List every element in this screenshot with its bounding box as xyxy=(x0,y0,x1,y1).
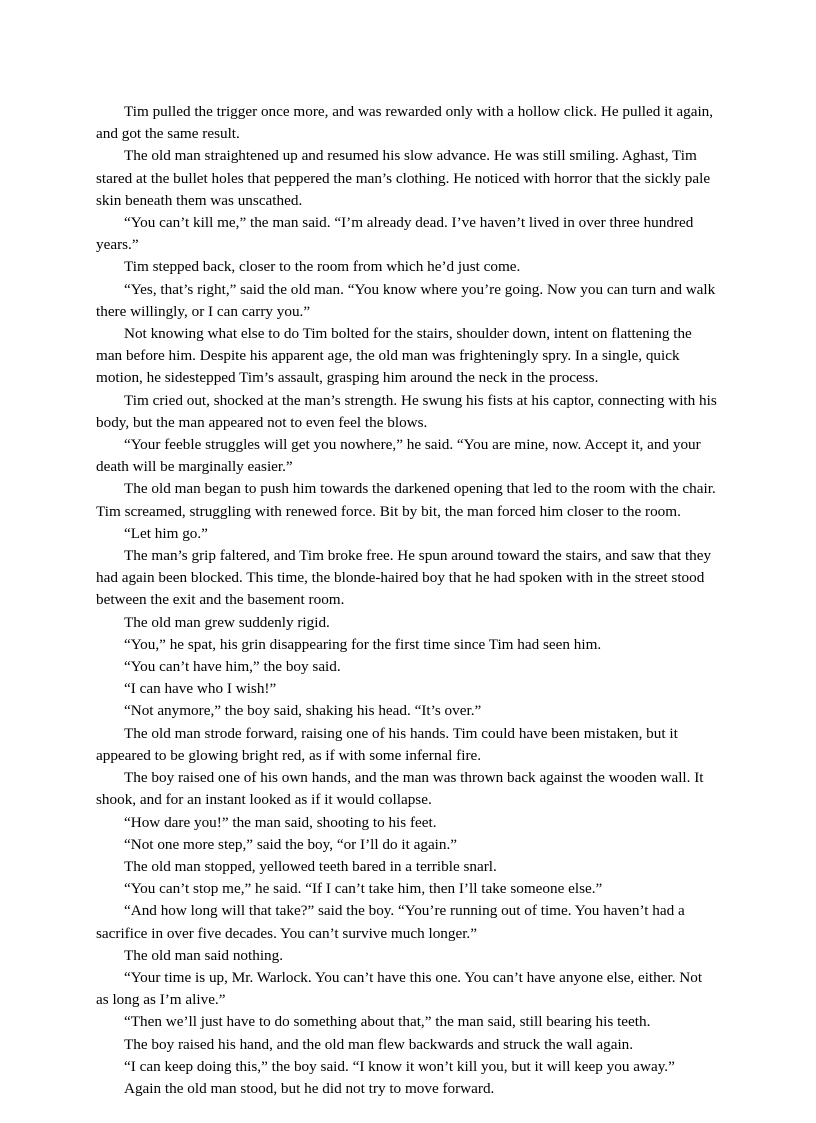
paragraph: “Not anymore,” the boy said, shaking his head. “It’s over.” xyxy=(124,702,482,720)
document-page xyxy=(96,101,718,1100)
paragraph: “Your feeble struggles will get you nowhere,” he said. “You are mine, now. Accept it, and your death will be marginally easier.” xyxy=(96,436,701,476)
paragraph: The boy raised one of his own hands, and the man was thrown back against the wooden wall. It shook, and for an instant looked as if it would collapse. xyxy=(96,769,704,809)
paragraph: “You can’t stop me,” he said. “If I can’t take him, then I’ll take someone else.” xyxy=(124,880,603,898)
paragraph: Not knowing what else to do Tim bolted for the stairs, shoulder down, intent on flattening the man before him. Despite his apparent age, the old man was frighteningly spry. In a single, quick motion, he sidestepped Tim’s assault, grasping him around the neck in the process. xyxy=(96,325,692,387)
paragraph: The old man said nothing. xyxy=(124,946,284,964)
paragraph: “You can’t have him,” the boy said. xyxy=(124,658,341,676)
paragraph: “And how long will that take?” said the boy. “You’re running out of time. You haven’t had a sacrifice in over five decades. You can’t survive much longer.” xyxy=(96,902,685,942)
paragraph: “Then we’ll just have to do something about that,” the man said, still bearing his teeth. xyxy=(124,1013,651,1031)
paragraph: “Let him go.” xyxy=(124,524,208,542)
paragraph: “Not one more step,” said the boy, “or I’ll do it again.” xyxy=(124,835,458,853)
paragraph: The old man straightened up and resumed his slow advance. He was still smiling. Aghast, Tim stared at the bullet holes that peppered the man’s clothing. He noticed with horror that the sickly pale skin beneath them was unscathed. xyxy=(96,147,711,209)
paragraph: The old man grew suddenly rigid. xyxy=(124,613,330,631)
paragraph: Tim stepped back, closer to the room from which he’d just come. xyxy=(124,258,521,276)
paragraph: “Your time is up, Mr. Warlock. You can’t have this one. You can’t have anyone else, either. Not as long as I’m alive.” xyxy=(96,968,703,1009)
paragraph: “You can’t kill me,” the man said. “I’m already dead. I’ve haven’t lived in over three hundred years.” xyxy=(96,214,694,254)
paragraph: “Yes, that’s right,” said the old man. “You know where you’re going. Now you can turn and walk there willingly, or I can carry you.” xyxy=(96,280,716,320)
paragraph: The old man began to push him towards the darkened opening that led to the room with the chair. Tim screamed, struggling with renewed force. Bit by bit, the man forced him closer to the room. xyxy=(96,480,716,520)
paragraph: “I can have who I wish!” xyxy=(124,680,277,698)
paragraph: “I can keep doing this,” the boy said. “I know it won’t kill you, but it will keep you away.” xyxy=(124,1057,675,1075)
paragraph: The old man stopped, yellowed teeth bared in a terrible snarl. xyxy=(124,857,497,875)
paragraph: The old man strode forward, raising one of his hands. Tim could have been mistaken, but it appeared to be glowing bright red, as if with some infernal fire. xyxy=(96,724,678,764)
paragraph: Tim pulled the trigger once more, and was rewarded only with a hollow click. He pulled it again, and got the same result. xyxy=(96,103,714,143)
paragraph: “You,” he spat, his grin disappearing for the first time since Tim had seen him. xyxy=(124,635,602,653)
paragraph: The boy raised his hand, and the old man flew backwards and struck the wall again. xyxy=(124,1035,634,1053)
paragraph: Again the old man stood, but he did not try to move forward. xyxy=(124,1079,495,1097)
paragraph: The man’s grip faltered, and Tim broke free. He spun around toward the stairs, and saw that they had again been blocked. This time, the blonde-haired boy that he had spoken with in the street stood between the exit and the basement room. xyxy=(96,547,712,609)
paragraph: “How dare you!” the man said, shooting to his feet. xyxy=(124,813,437,831)
paragraph: Tim cried out, shocked at the man’s strength. He swung his fists at his captor, connecting with his body, but the man appeared not to even feel the blows. xyxy=(96,391,717,431)
